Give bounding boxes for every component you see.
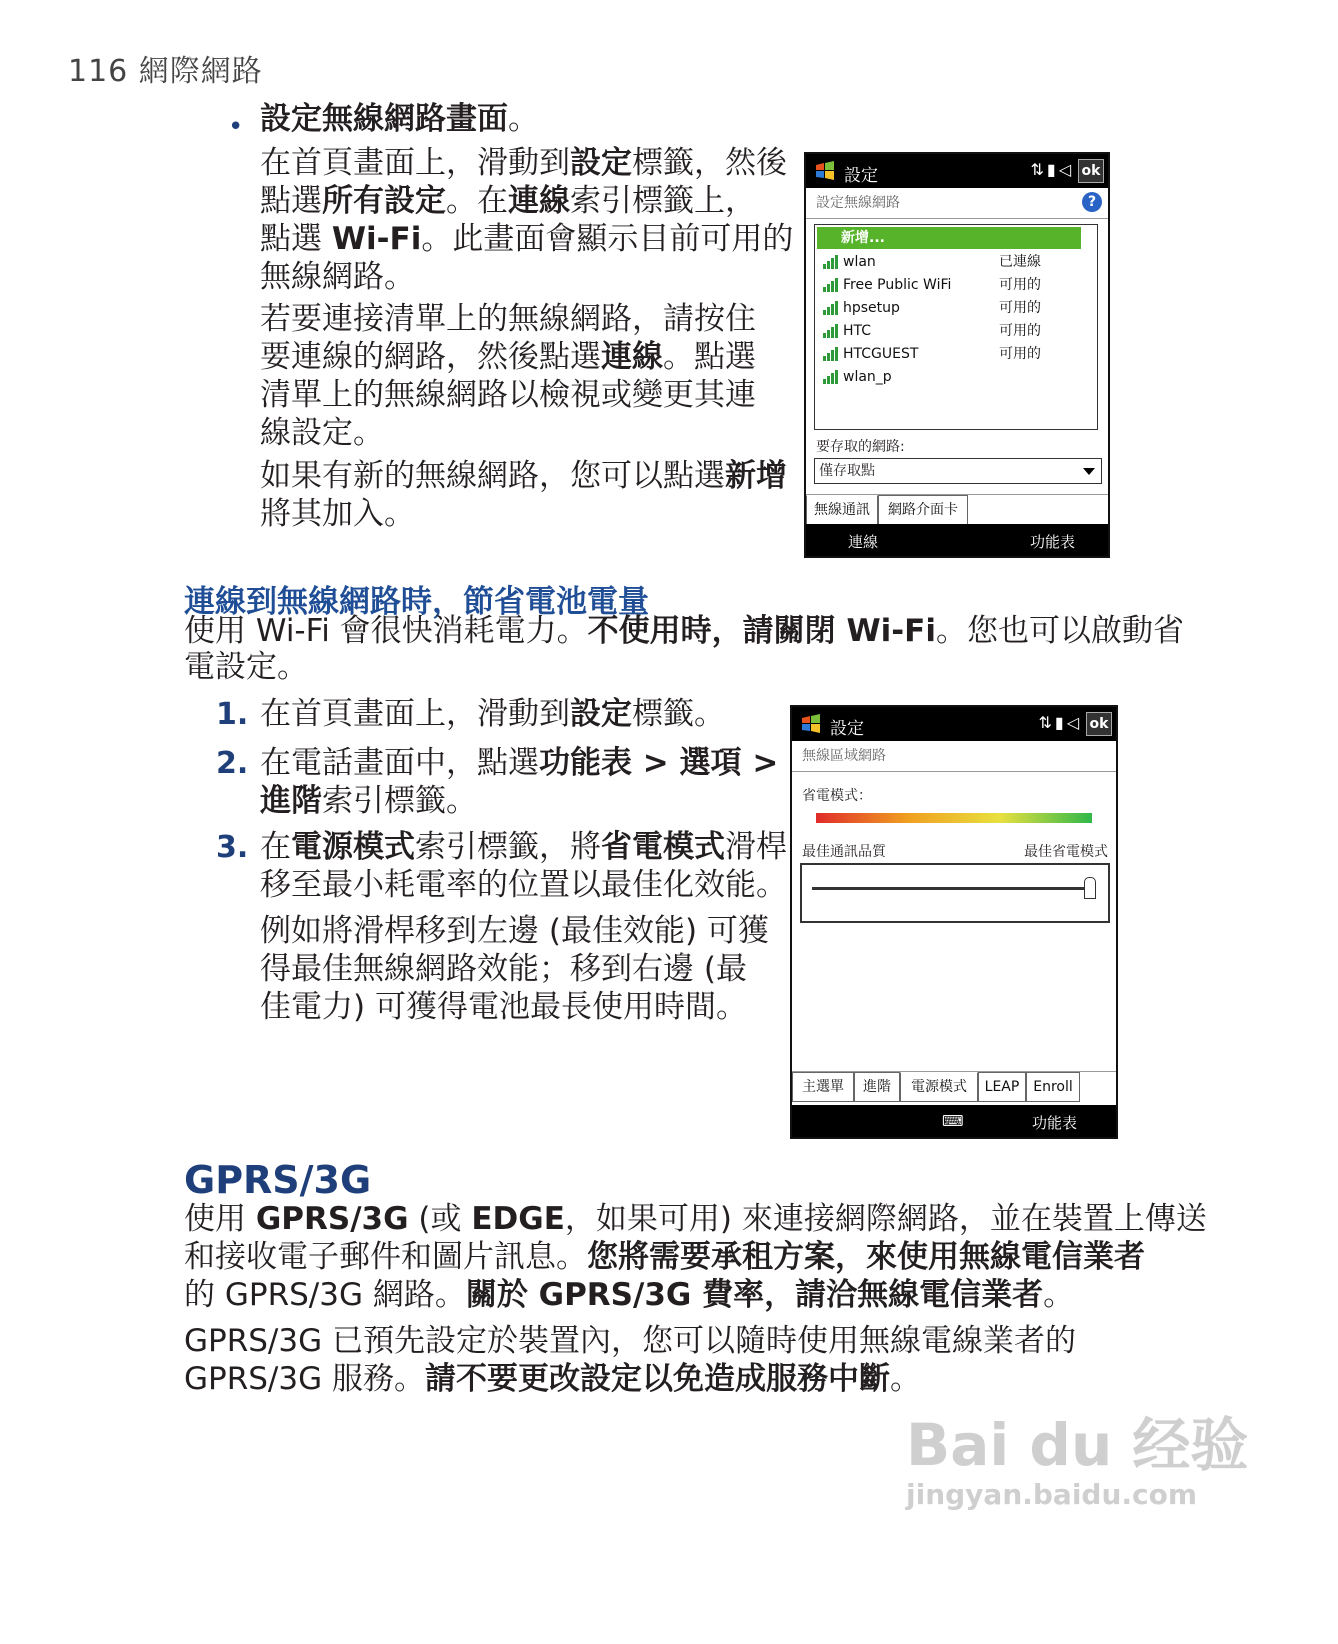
text-line: 佳電力) 可獲得電池最長使用時間。 xyxy=(260,989,747,1025)
network-name: HTC xyxy=(843,323,872,339)
softkey-bar xyxy=(792,1105,1116,1137)
title-bar xyxy=(806,154,1108,188)
wireless-paragraph-2 xyxy=(260,300,756,452)
status-icons: ⇅▮◁ xyxy=(1030,160,1074,179)
step-1-text xyxy=(260,695,725,733)
text-run: 索引標籤。 xyxy=(322,783,477,819)
network-list xyxy=(814,224,1098,430)
text-run: 。您也可以啟動省 xyxy=(935,613,1184,649)
add-new-network-item[interactable] xyxy=(817,227,1081,249)
network-status: 已連線 xyxy=(999,254,1041,270)
text-run: 索引標籤，將 xyxy=(415,829,601,865)
text-line xyxy=(260,182,793,220)
network-name: Free Public WiFi xyxy=(843,277,952,293)
text-run: 。此畫面會顯示目前可用的 xyxy=(421,221,794,257)
connect-softkey[interactable]: 連線 xyxy=(848,533,879,551)
ok-button[interactable]: ok xyxy=(1078,159,1104,183)
network-list-item[interactable] xyxy=(819,320,1093,342)
bold-text: 電源模式 xyxy=(291,829,415,865)
screen-title: 設定 xyxy=(844,166,878,186)
bold-text: 省電模式 xyxy=(601,829,725,865)
text-line xyxy=(260,376,756,414)
text-run: 使用 xyxy=(184,1201,256,1237)
signal-icon xyxy=(821,300,839,316)
tab-advanced[interactable]: 進階 xyxy=(854,1072,900,1102)
windows-logo-icon[interactable] xyxy=(814,160,836,182)
step-2-text xyxy=(260,744,778,820)
network-name: HTCGUEST xyxy=(843,346,919,362)
bold-text: 功能表 > 選項 > xyxy=(539,745,779,781)
bold-text: Wi-Fi xyxy=(331,221,422,257)
text-run: 使用 Wi-Fi 會很快消耗電力。 xyxy=(184,613,588,649)
text-line xyxy=(260,414,756,452)
step-number: 3. xyxy=(216,830,249,865)
wifi-settings-screen xyxy=(804,152,1110,558)
power-mode-screen xyxy=(790,705,1118,1139)
bold-text: 所有設定 xyxy=(322,183,446,219)
network-name: wlan_p xyxy=(843,369,892,385)
network-status: 可用的 xyxy=(999,300,1041,316)
network-list-item[interactable] xyxy=(819,366,1093,388)
text-line xyxy=(260,258,793,296)
network-list-item[interactable] xyxy=(819,274,1093,296)
slider-track xyxy=(812,887,1092,890)
text-run: 將其加入。 xyxy=(260,496,415,532)
signal-icon xyxy=(821,323,839,339)
wireless-paragraph-3 xyxy=(260,457,787,533)
bold-text: 新增 xyxy=(725,458,787,494)
network-status: 可用的 xyxy=(999,323,1041,339)
text-run: 標籤。 xyxy=(632,696,725,732)
power-mode-label: 省電模式： xyxy=(802,788,872,804)
access-label: 要存取的網路: xyxy=(816,439,905,455)
wireless-title-strong: 設定無線網路畫面 xyxy=(260,101,508,137)
bold-text: 請不要更改設定以免造成服務中斷 xyxy=(424,1361,890,1397)
text-run: 點選 xyxy=(260,221,332,257)
bold-text: 關於 GPRS/3G 費率，請洽無線電信業者 xyxy=(465,1277,1044,1313)
keyboard-icon[interactable]: ⌨ xyxy=(942,1112,964,1130)
wireless-bullet-title xyxy=(260,100,539,138)
battery-section-title: 連線到無線網路時，節省電池電量 xyxy=(184,584,649,620)
tab-bar xyxy=(806,494,1108,525)
text-line: 例如將滑桿移到左邊 (最佳效能) 可獲 xyxy=(260,913,769,949)
text-line xyxy=(260,300,756,338)
text-run: 的 GPRS/3G 網路。 xyxy=(184,1277,466,1313)
bold-text: 您將需要承租方案，來使用無線電信業者 xyxy=(587,1239,1145,1275)
step-number: 2. xyxy=(216,746,249,781)
text-run: GPRS/3G 服務。 xyxy=(184,1361,425,1397)
menu-softkey[interactable]: 功能表 xyxy=(1030,533,1076,551)
screen-subtitle xyxy=(792,741,1116,772)
step-3-text xyxy=(260,828,787,904)
wireless-title-end: 。 xyxy=(508,101,539,137)
title-bar xyxy=(792,707,1116,741)
text-line xyxy=(260,220,793,258)
network-name: hpsetup xyxy=(843,300,900,316)
text-line: 得最佳無線網路效能；移到右邊 (最 xyxy=(260,951,747,987)
text-line xyxy=(260,744,778,782)
text-line xyxy=(184,1322,1076,1360)
screen-title: 設定 xyxy=(830,719,864,739)
best-quality-label: 最佳通訊品質 xyxy=(802,844,886,860)
tab-wireless[interactable]: 無線通訊 xyxy=(806,495,878,525)
text-run: 和接收電子郵件和圖片訊息。 xyxy=(184,1239,587,1275)
tab-enroll[interactable]: Enroll xyxy=(1026,1072,1080,1102)
subtitle-text: 無線區域網路 xyxy=(802,748,886,764)
network-list-item[interactable] xyxy=(819,343,1093,365)
tab-leap[interactable]: LEAP xyxy=(978,1072,1026,1102)
text-line xyxy=(260,457,787,495)
text-run: 在 xyxy=(260,829,291,865)
bold-text: 連線 xyxy=(508,183,570,219)
text-run: 。點選 xyxy=(663,339,756,375)
text-run: 如果有新的無線網路，您可以點選 xyxy=(260,458,725,494)
power-gradient-bar xyxy=(816,813,1092,823)
softkey-bar xyxy=(806,524,1108,556)
gprs-paragraph-1 xyxy=(184,1200,1207,1314)
bullet-dot: • xyxy=(228,112,244,142)
text-run: 。 xyxy=(889,1361,921,1397)
step-3-example xyxy=(260,912,769,1026)
text-line xyxy=(260,338,756,376)
screen-subtitle xyxy=(806,188,1108,219)
text-run: 。 xyxy=(1043,1277,1075,1313)
watermark-url: jingyan.baidu.com xyxy=(906,1478,1198,1511)
text-run: 在首頁畫面上，滑動到 xyxy=(260,145,570,181)
text-run: 在首頁畫面上，滑動到 xyxy=(260,696,570,732)
page-header: 116 網際網路 xyxy=(68,54,263,89)
signal-icon xyxy=(821,277,839,293)
bold-text: 設定 xyxy=(570,145,632,181)
add-new-label: 新增... xyxy=(841,230,885,246)
text-line xyxy=(260,782,778,820)
subtitle-text: 設定無線網路 xyxy=(816,195,900,211)
bold-text: 進階 xyxy=(260,783,322,819)
windows-logo-icon[interactable] xyxy=(800,713,822,735)
bold-text: 連線 xyxy=(601,339,663,375)
battery-intro-line1 xyxy=(184,612,1184,650)
battery-intro-line2: 電設定。 xyxy=(184,649,308,685)
text-run: ，如果可用) 來連接網際網路，並在裝置上傳送 xyxy=(564,1201,1207,1237)
wireless-paragraph-1 xyxy=(260,144,793,296)
text-run: 若要連接清單上的無線網路，請按住 xyxy=(260,301,756,337)
text-run: 滑桿 xyxy=(725,829,787,865)
slider-thumb[interactable] xyxy=(1084,877,1096,899)
help-icon[interactable]: ? xyxy=(1082,192,1102,212)
text-line xyxy=(260,695,725,733)
text-run: 在電話畫面中，點選 xyxy=(260,745,539,781)
bold-text: 不使用時，請關閉 xyxy=(587,613,847,649)
text-run: 標籤，然後 xyxy=(632,145,787,181)
watermark-brand: Bai du 经验 xyxy=(906,1411,1249,1479)
text-run: 清單上的無線網路以檢視或變更其連 xyxy=(260,377,756,413)
signal-icon xyxy=(821,346,839,362)
tab-main[interactable]: 主選單 xyxy=(792,1072,854,1102)
text-line xyxy=(184,1238,1207,1276)
text-line xyxy=(260,495,787,533)
access-dropdown-value: 僅存取點 xyxy=(819,463,875,479)
signal-icon xyxy=(821,369,839,385)
text-run: 無線網路。 xyxy=(260,259,415,295)
status-icons: ⇅▮◁ xyxy=(1038,713,1082,732)
text-run: (或 xyxy=(408,1201,472,1237)
network-name: wlan xyxy=(843,254,876,270)
text-line xyxy=(260,144,793,182)
bold-text: 設定 xyxy=(570,696,632,732)
text-line xyxy=(260,866,787,904)
gprs-title: GPRS/3G xyxy=(184,1158,372,1202)
bold-text: EDGE xyxy=(471,1201,565,1237)
network-status: 可用的 xyxy=(999,346,1041,362)
text-run: 線設定。 xyxy=(260,415,384,451)
text-run: 索引標籤上， xyxy=(570,183,756,219)
tab-network-adapter[interactable]: 網路介面卡 xyxy=(878,495,968,525)
signal-icon xyxy=(821,254,839,270)
text-run: 。在 xyxy=(446,183,508,219)
step-number: 1. xyxy=(216,697,249,732)
tab-power-mode[interactable]: 電源模式 xyxy=(900,1072,978,1102)
network-list-item[interactable] xyxy=(819,251,1093,273)
ok-button[interactable]: ok xyxy=(1086,712,1112,736)
access-dropdown[interactable] xyxy=(814,458,1102,484)
network-status: 可用的 xyxy=(999,277,1041,293)
tab-bar xyxy=(792,1071,1116,1102)
text-line xyxy=(260,828,787,866)
gprs-paragraph-2 xyxy=(184,1322,1076,1398)
text-run: 點選 xyxy=(260,183,322,219)
bold-text: GPRS/3G xyxy=(255,1201,409,1237)
chevron-down-icon xyxy=(1083,468,1095,475)
menu-softkey[interactable]: 功能表 xyxy=(1032,1114,1078,1132)
best-power-label: 最佳省電模式 xyxy=(1024,844,1108,860)
text-line xyxy=(184,1200,1207,1238)
text-run: GPRS/3G 已預先設定於裝置內，您可以隨時使用無線電線業者的 xyxy=(184,1323,1076,1359)
network-list-item[interactable] xyxy=(819,297,1093,319)
text-line xyxy=(184,1360,1076,1398)
text-run: 要連線的網路，然後點選 xyxy=(260,339,601,375)
text-line xyxy=(184,1276,1207,1314)
bold-text: Wi-Fi xyxy=(846,613,936,649)
text-run: 移至最小耗電率的位置以最佳化效能。 xyxy=(260,867,787,903)
power-slider[interactable] xyxy=(800,863,1110,923)
